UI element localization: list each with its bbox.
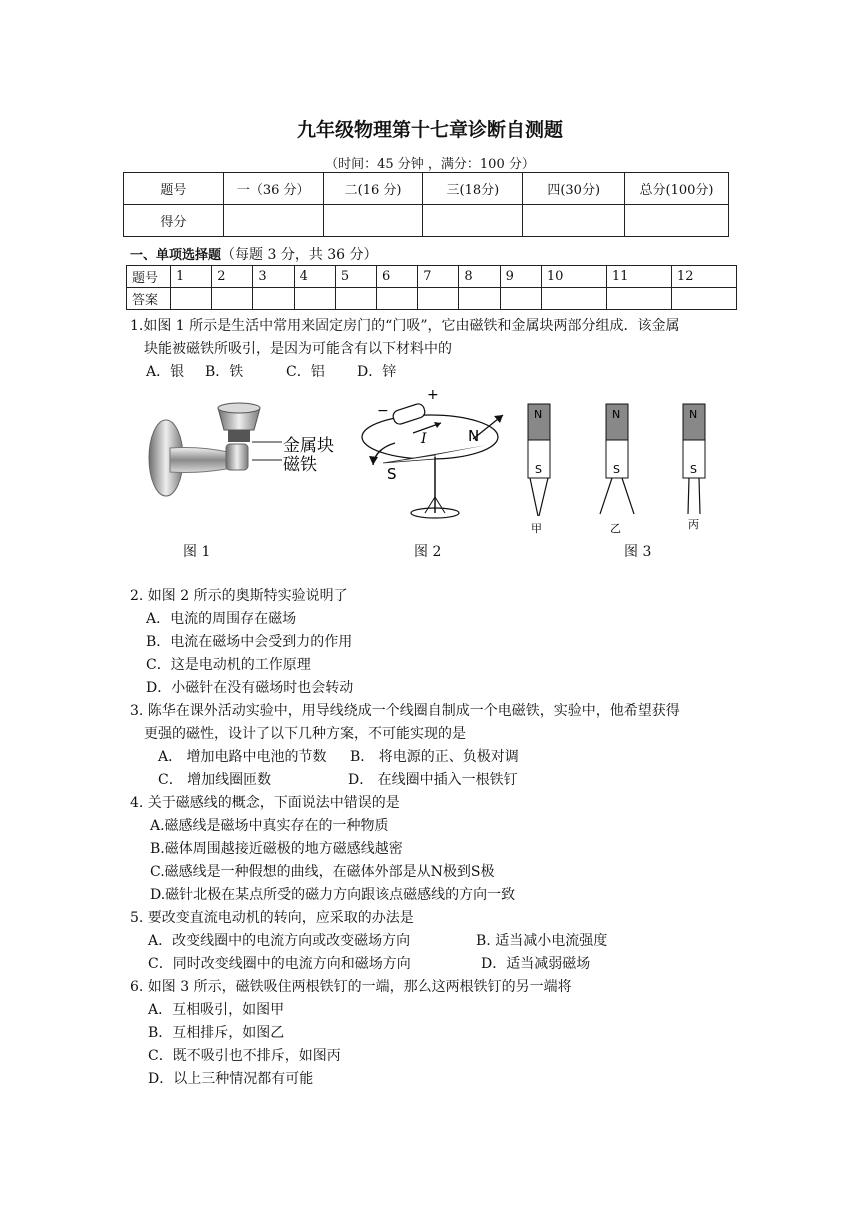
q1-stem-line1: 1.如图 1 所示是生活中常用来固定房门的“门吸”，它由磁铁和金属块两部分组成．该金属 [130, 318, 680, 334]
q1-stem-line2: 块能被磁铁所吸引，是因为可能含有以下材料中的 [144, 341, 452, 357]
answer-number-row [127, 266, 737, 288]
answer-row-label: 题号 [127, 266, 171, 288]
q5-option-a: A．改变线圈中的电流方向或改变磁场方向 [148, 933, 411, 949]
score-header-cell: 三(18分) [423, 173, 523, 205]
score-header-cell: 二(16 分) [323, 173, 423, 205]
section-note: （每题 3 分，共 36 分） [221, 247, 378, 263]
battery-positive-sign: + [427, 387, 439, 403]
nail-c-right [699, 478, 700, 514]
q6-option-d: D．以上三种情况都有可能 [148, 1071, 314, 1087]
question-number: 5 [335, 266, 376, 288]
answer-cell[interactable] [606, 288, 671, 310]
section-title: 一、单项选择题 [130, 248, 222, 263]
needle-north-label: N [468, 427, 480, 445]
label-metal-block: 金属块 [283, 436, 334, 456]
question-number: 6 [377, 266, 418, 288]
label-magnet: 磁铁 [283, 455, 317, 475]
magnet-b-n-label: N [612, 408, 621, 421]
score-row-label: 得分 [124, 205, 224, 237]
q5-option-c: C．同时改变线圈中的电流方向和磁场方向 [148, 956, 411, 972]
magnet-a-n-label: N [534, 408, 543, 421]
nail-c-left [688, 478, 689, 514]
q6-stem: 6. 如图 3 所示，磁铁吸住两根铁钉的一端，那么这两根铁钉的另一端将 [130, 979, 572, 995]
q2-option-a: A．电流的周围存在磁场 [146, 611, 297, 627]
page-title: 九年级物理第十七章诊断自测题 [296, 119, 563, 141]
question-number: 4 [294, 266, 335, 288]
label-yi: 乙 [610, 522, 621, 535]
q3-option-c: C． 增加线圈匝数 [158, 772, 272, 788]
q1-option-a: A．银 [146, 364, 185, 380]
score-cell[interactable] [323, 205, 423, 237]
arm-shape [170, 448, 232, 473]
rotation-arrow-head [369, 456, 378, 465]
score-header-cell: 题号 [124, 173, 224, 205]
q1-option-d: D．锌 [357, 364, 397, 380]
magnet-c-n-label: N [689, 408, 698, 421]
contact-gap-shape [228, 430, 250, 442]
section-heading [130, 244, 378, 264]
q3-option-b: B． 将电源的正、负极对调 [350, 749, 519, 765]
battery-negative-sign: − [377, 403, 389, 419]
answer-cell[interactable] [335, 288, 376, 310]
figure-3-magnet-nails [520, 400, 720, 540]
figure-1-door-stop [140, 400, 345, 505]
figure-3-caption: 图 3 [624, 544, 652, 560]
score-header-row [124, 173, 729, 205]
score-cell[interactable] [625, 205, 729, 237]
answer-row-label: 答案 [127, 288, 171, 310]
nail-a-left [530, 478, 538, 516]
answer-table [126, 265, 737, 310]
score-value-row [124, 205, 729, 237]
score-header-cell: 一（36 分） [223, 173, 323, 205]
question-number: 3 [253, 266, 294, 288]
q6-option-a: A．互相吸引，如图甲 [148, 1002, 285, 1018]
needle-south-label: S [387, 465, 397, 483]
nail-a-right [539, 478, 548, 516]
q4-option-a: A.磁感线是磁场中真实存在的一种物质 [150, 818, 389, 834]
question-number: 12 [671, 266, 736, 288]
figure-1-caption: 图 1 [183, 544, 211, 560]
figure-2-caption: 图 2 [414, 544, 442, 560]
answer-cell[interactable] [500, 288, 541, 310]
question-number: 11 [606, 266, 671, 288]
q5-option-b: B. 适当减小电流强度 [476, 933, 608, 949]
question-number: 10 [541, 266, 606, 288]
magnet-b-s-label: S [613, 463, 620, 476]
question-number: 8 [459, 266, 500, 288]
magnet-c-s-label: S [690, 463, 697, 476]
current-label: I [421, 431, 427, 447]
answer-cell[interactable] [253, 288, 294, 310]
metal-block-top [218, 403, 260, 413]
q6-option-b: B．互相排斥，如图乙 [148, 1025, 285, 1041]
answer-cell[interactable] [212, 288, 253, 310]
score-cell[interactable] [223, 205, 323, 237]
q3-option-d: D． 在线圈中插入一根铁钉 [348, 772, 518, 788]
answer-value-row [127, 288, 737, 310]
figure-2-oersted [355, 385, 510, 523]
stand-leg-right [435, 497, 445, 513]
magnet-body-shape [226, 444, 248, 470]
compass-needle-south-shape [383, 455, 435, 463]
score-header-cell: 四(30分) [523, 173, 625, 205]
answer-cell[interactable] [459, 288, 500, 310]
score-header-cell: 总分(100分) [625, 173, 729, 205]
q4-option-c: C.磁感线是一种假想的曲线，在磁体外部是从N极到S极 [150, 864, 495, 880]
label-bing: 丙 [688, 518, 699, 531]
q6-option-c: C．既不吸引也不排斥，如图丙 [148, 1048, 341, 1064]
score-cell[interactable] [523, 205, 625, 237]
q3-stem-line1: 3. 陈华在课外活动实验中，用导线绕成一个线圈自制成一个电磁铁，实验中，他希望获得 [130, 703, 680, 719]
q4-stem: 4. 关于磁感线的概念，下面说法中错误的是 [130, 795, 400, 811]
nail-b-right [622, 478, 634, 514]
answer-cell[interactable] [671, 288, 736, 310]
exam-time-info: （时间：45 分钟 ，满分：100 分） [325, 157, 535, 172]
question-number: 7 [418, 266, 459, 288]
q3-stem-line2: 更强的磁性，设计了以下几种方案，不可能实现的是 [144, 726, 466, 742]
question-number: 1 [171, 266, 212, 288]
magnet-a-s-label: S [535, 463, 542, 476]
question-number: 9 [500, 266, 541, 288]
q2-stem: 2. 如图 2 所示的奥斯特实验说明了 [130, 588, 348, 604]
score-table [123, 172, 729, 237]
q1-option-b: B．铁 [205, 364, 244, 380]
q1-option-c: C．铝 [286, 364, 325, 380]
q2-option-b: B．电流在磁场中会受到力的作用 [146, 634, 353, 650]
answer-cell[interactable] [171, 288, 212, 310]
answer-cell[interactable] [541, 288, 606, 310]
q2-option-c: C．这是电动机的工作原理 [146, 657, 311, 673]
answer-cell[interactable] [294, 288, 335, 310]
battery-shape [392, 402, 427, 425]
answer-cell[interactable] [418, 288, 459, 310]
q4-option-d: D.磁针北极在某点所受的磁力方向跟该点磁感线的方向一致 [150, 887, 516, 903]
question-number: 2 [212, 266, 253, 288]
stand-leg-left [425, 497, 435, 513]
q5-option-d: D．适当减弱磁场 [481, 956, 591, 972]
answer-cell[interactable] [377, 288, 418, 310]
q4-option-b: B.磁体周围越接近磁极的地方磁感线越密 [150, 841, 403, 857]
nail-b-left [600, 478, 612, 514]
q3-option-a: A． 增加电路中电池的节数 [158, 749, 327, 765]
q5-stem: 5. 要改变直流电动机的转向，应采取的办法是 [130, 910, 414, 926]
q2-option-d: D．小磁针在没有磁场时也会转动 [146, 680, 354, 696]
score-cell[interactable] [423, 205, 523, 237]
label-jia: 甲 [531, 522, 542, 535]
